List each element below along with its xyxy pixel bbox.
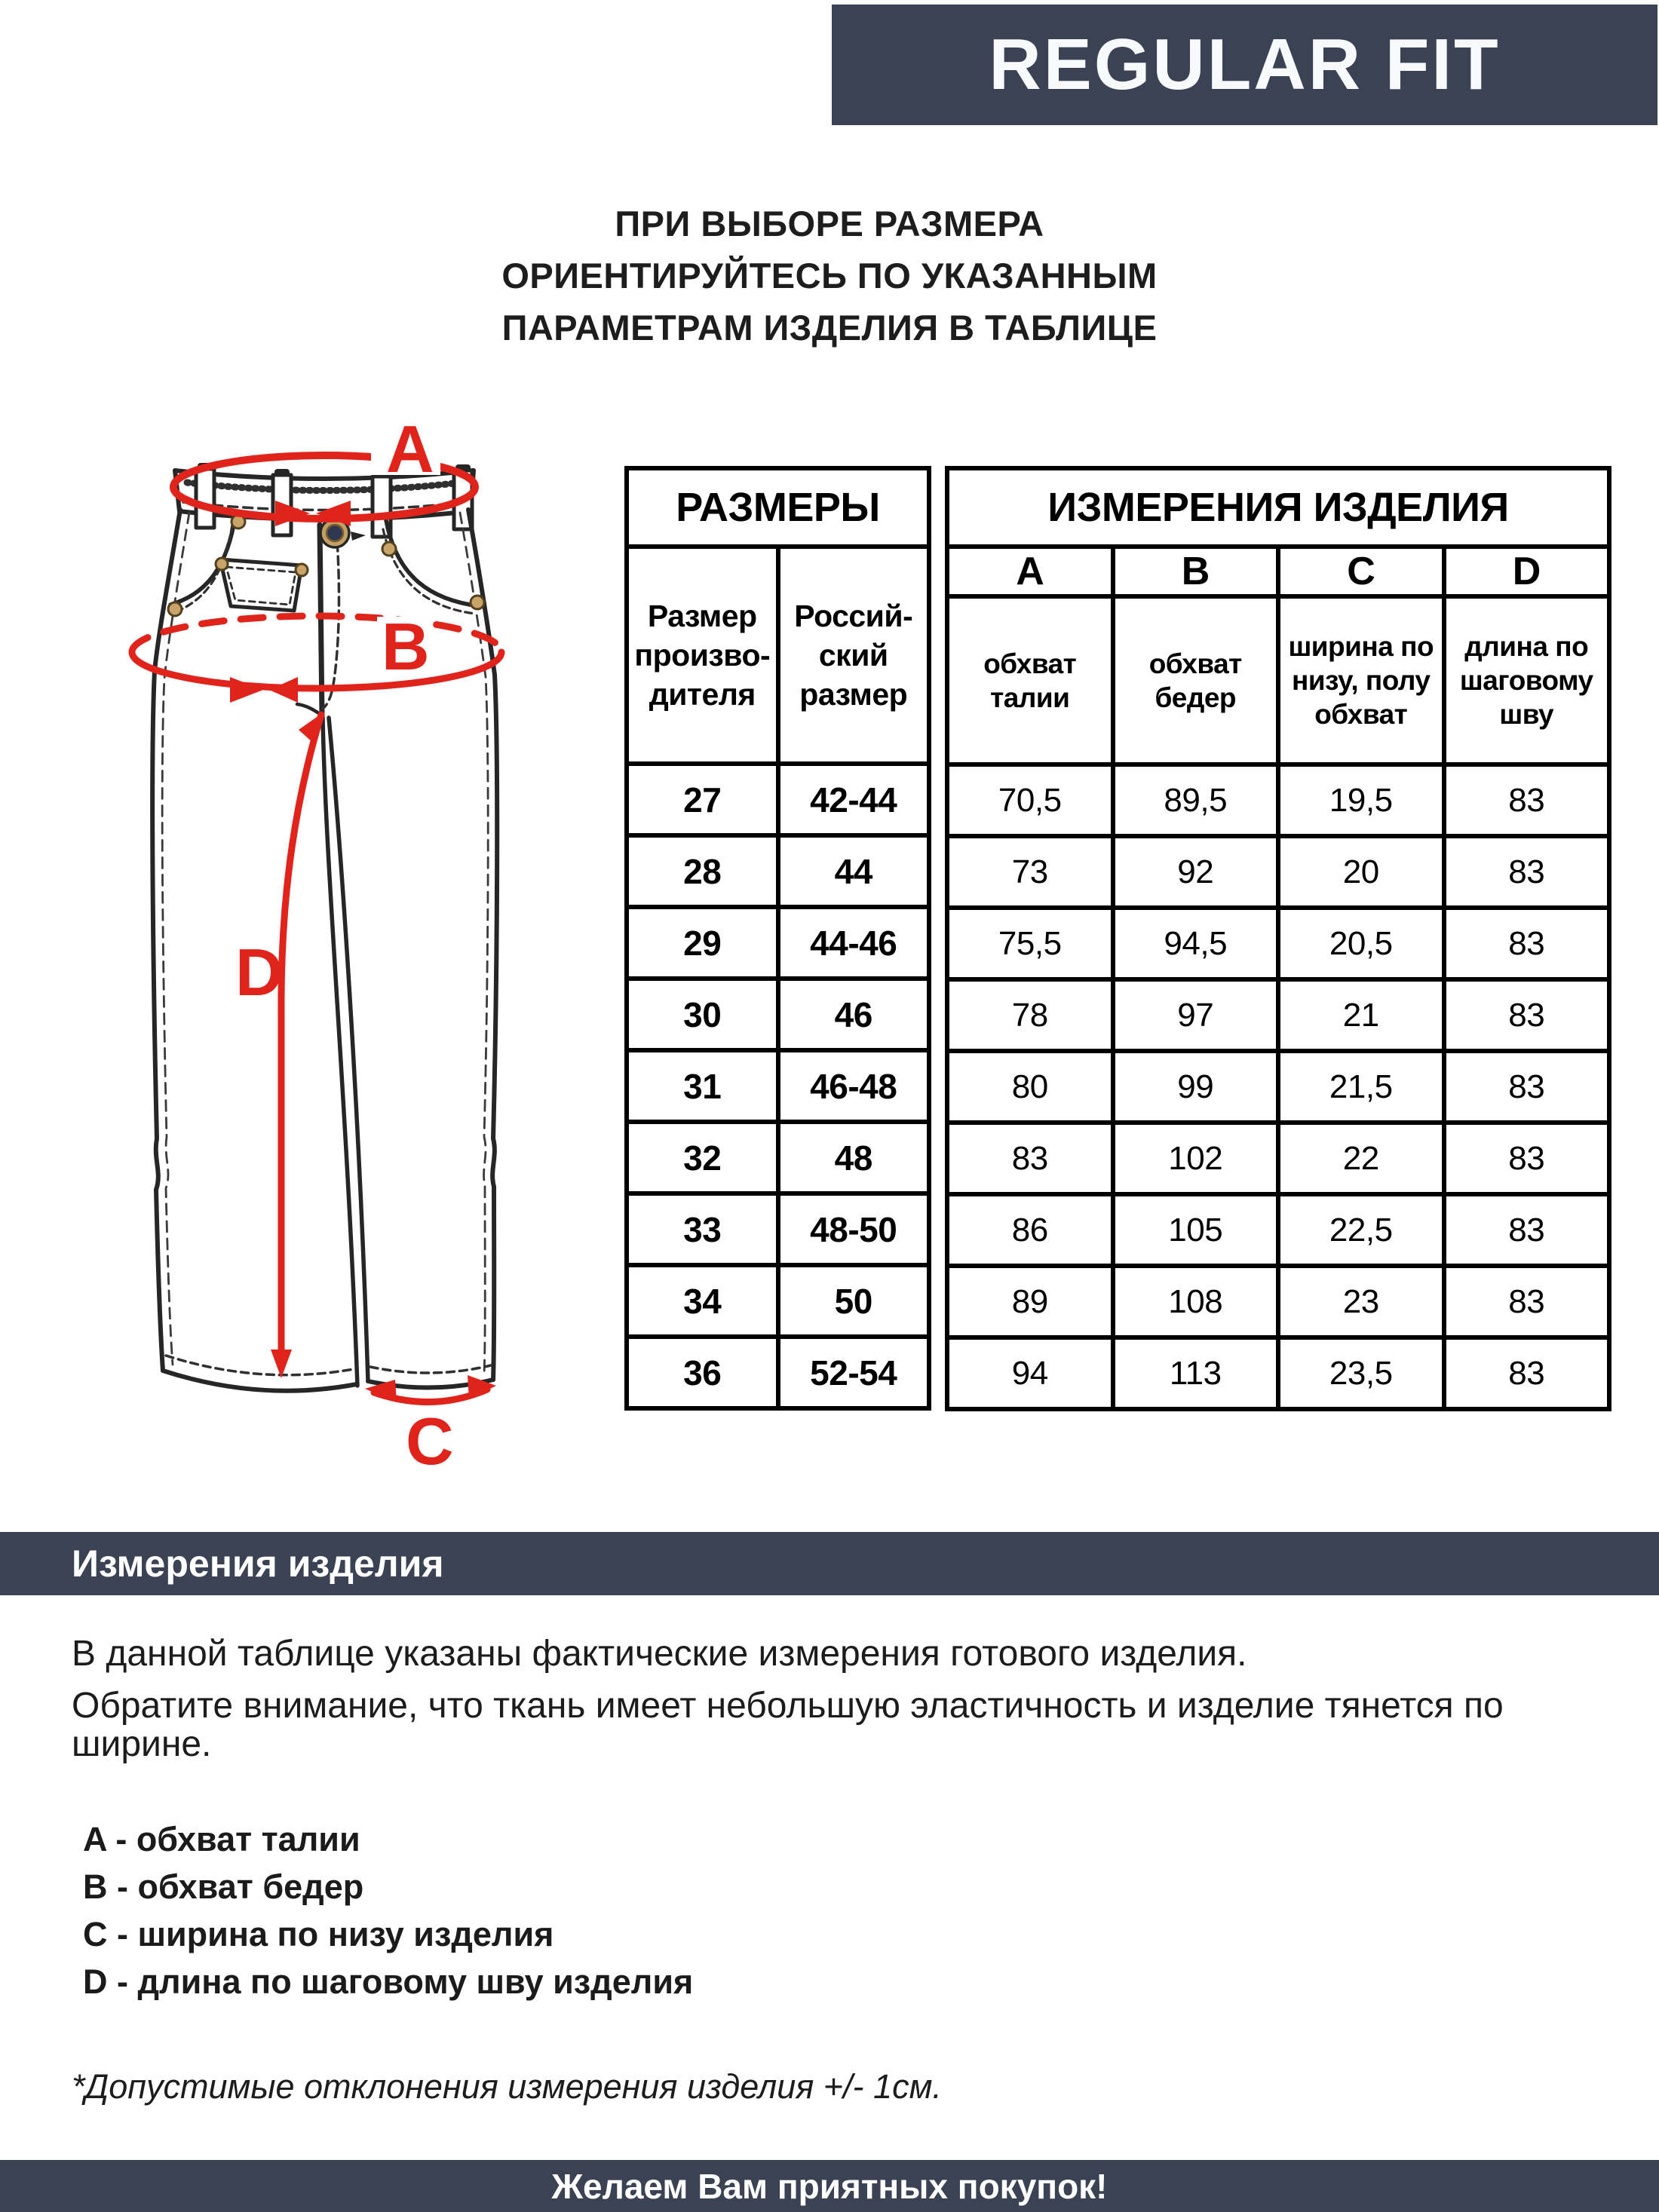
table-row <box>947 1123 1609 1194</box>
cell-producer: 33 <box>627 1193 778 1265</box>
cell-russian: 46 <box>778 979 930 1050</box>
cell-producer: 29 <box>627 907 778 979</box>
cell-a: 86 <box>947 1194 1113 1266</box>
cell-russian: 44 <box>778 835 930 907</box>
cell-b: 97 <box>1113 979 1279 1051</box>
cell-producer: 36 <box>627 1337 778 1408</box>
legend-item: B - обхват бедер <box>83 1867 364 1906</box>
table-row <box>947 836 1609 908</box>
intro-heading <box>0 198 1659 354</box>
measurements-table-title: ИЗМЕРЕНИЯ ИЗДЕЛИЯ <box>947 468 1609 547</box>
table-row <box>947 764 1609 836</box>
right-side-stitch <box>460 513 488 1375</box>
table-row <box>947 1266 1609 1337</box>
cell-d: 83 <box>1444 1266 1610 1337</box>
cell-a: 80 <box>947 1051 1113 1123</box>
producer-size-header: Размер произво- дителя <box>627 547 778 764</box>
inseam-measure-line <box>281 715 321 1356</box>
cell-a: 73 <box>947 836 1113 908</box>
cell-c: 23,5 <box>1278 1337 1444 1409</box>
copy-paragraph-1: В данной таблице указаны фактические измерения готового изделия. <box>72 1634 1247 1674</box>
measure-description-row <box>947 596 1609 764</box>
cell-b: 92 <box>1113 836 1279 908</box>
cell-producer: 31 <box>627 1050 778 1122</box>
table-row <box>627 1337 929 1408</box>
cell-producer: 32 <box>627 1122 778 1193</box>
table-row <box>627 1193 929 1265</box>
left-hem-stitch <box>166 1356 354 1375</box>
cell-a: 78 <box>947 979 1113 1051</box>
cell-c: 19,5 <box>1278 764 1444 836</box>
label-a: A <box>386 422 434 486</box>
table-row <box>947 1337 1609 1409</box>
letter-a-header: A <box>947 547 1113 596</box>
cell-b: 113 <box>1113 1337 1279 1409</box>
table-row <box>947 1051 1609 1123</box>
label-d: D <box>235 935 284 1009</box>
cell-c: 22,5 <box>1278 1194 1444 1266</box>
cell-russian: 46-48 <box>778 1050 930 1122</box>
left-side-stitch <box>162 513 189 1365</box>
cell-russian: 48 <box>778 1122 930 1193</box>
footer-banner <box>0 2160 1659 2212</box>
cell-d: 83 <box>1444 1123 1610 1194</box>
cell-producer: 28 <box>627 835 778 907</box>
table-row <box>627 764 929 835</box>
table-row <box>627 835 929 907</box>
cell-a: 89 <box>947 1266 1113 1337</box>
cell-c: 23 <box>1278 1266 1444 1337</box>
inseam-length-header: длина по шаговому шву <box>1444 596 1610 764</box>
cell-c: 20,5 <box>1278 908 1444 979</box>
cell-a: 70,5 <box>947 764 1113 836</box>
measure-legend <box>83 1815 693 2005</box>
right-hem-stitch <box>370 1365 491 1373</box>
cell-a: 83 <box>947 1123 1113 1194</box>
cell-b: 108 <box>1113 1266 1279 1337</box>
russian-size-header: Россий- ский размер <box>778 547 930 764</box>
table-row <box>947 908 1609 979</box>
copy-paragraph-2: Обратите внимание, что ткань имеет небольшую эластичность и изделие тянется по ширине. <box>72 1686 1504 1764</box>
intro-heading-line1: ПРИ ВЫБОРЕ РАЗМЕРА <box>615 204 1044 244</box>
measurements-copy <box>72 1634 1576 1763</box>
legend-item: D - длина по шаговому шву изделия <box>83 1962 694 2001</box>
fit-banner <box>832 5 1657 125</box>
table-row <box>627 1265 929 1337</box>
fit-banner-label: REGULAR FIT <box>989 24 1501 105</box>
cell-producer: 27 <box>627 764 778 835</box>
footer-message: Желаем Вам приятных покупок! <box>551 2166 1108 2206</box>
cell-b: 99 <box>1113 1051 1279 1123</box>
jeans-button-center <box>327 525 343 541</box>
cell-producer: 30 <box>627 979 778 1050</box>
waist-girth-header: обхват талии <box>947 596 1113 764</box>
jeans-diagram <box>60 422 618 1478</box>
cell-d: 83 <box>1444 979 1610 1051</box>
cell-d: 83 <box>1444 764 1610 836</box>
hem-width-header: ширина по низу, полу обхват <box>1278 596 1444 764</box>
button-tab <box>351 532 366 541</box>
cell-c: 20 <box>1278 836 1444 908</box>
hip-arrow-left <box>230 677 263 703</box>
hip-ellipse-dashed <box>132 616 501 652</box>
cell-d: 83 <box>1444 1337 1610 1409</box>
cell-russian: 48-50 <box>778 1193 930 1265</box>
cell-russian: 42-44 <box>778 764 930 835</box>
cell-b: 89,5 <box>1113 764 1279 836</box>
table-row <box>627 1122 929 1193</box>
cell-d: 83 <box>1444 1194 1610 1266</box>
legend-item: C - ширина по низу изделия <box>83 1915 554 1953</box>
cell-russian: 52-54 <box>778 1337 930 1408</box>
cell-b: 102 <box>1113 1123 1279 1194</box>
legend-item: A - обхват талии <box>83 1820 360 1858</box>
intro-heading-line2: ОРИЕНТИРУЙТЕСЬ ПО УКАЗАННЫМ <box>501 256 1158 296</box>
sizes-table <box>624 466 931 1411</box>
measurements-section-bar <box>0 1532 1659 1595</box>
sizes-table-title: РАЗМЕРЫ <box>627 468 929 547</box>
letter-b-header: B <box>1113 547 1279 596</box>
sizes-table-body <box>627 764 929 1408</box>
sizes-table-header-row <box>627 547 929 764</box>
intro-heading-line3: ПАРАМЕТРАМ ИЗДЕЛИЯ В ТАБЛИЦЕ <box>501 308 1158 348</box>
measurements-table-body <box>947 764 1609 1409</box>
cell-b: 105 <box>1113 1194 1279 1266</box>
table-row <box>947 979 1609 1051</box>
cell-c: 21 <box>1278 979 1444 1051</box>
measurements-section-title: Измерения изделия <box>72 1543 444 1585</box>
cell-d: 83 <box>1444 908 1610 979</box>
table-row <box>627 979 929 1050</box>
label-b: B <box>382 609 430 684</box>
letter-d-header: D <box>1444 547 1610 596</box>
sizes-table-title-row <box>627 468 929 547</box>
tolerance-note: *Допустимые отклонения измерения изделия +/- 1см. <box>72 2067 942 2106</box>
hip-ellipse-solid <box>132 652 501 688</box>
hip-girth-header: обхват бедер <box>1113 596 1279 764</box>
table-row <box>947 1194 1609 1266</box>
table-row <box>627 1050 929 1122</box>
hip-arrow-right <box>269 677 298 703</box>
right-inseam <box>329 718 368 1381</box>
cell-b: 94,5 <box>1113 908 1279 979</box>
cell-producer: 34 <box>627 1265 778 1337</box>
cell-a: 75,5 <box>947 908 1113 979</box>
cell-c: 22 <box>1278 1123 1444 1194</box>
table-row <box>627 907 929 979</box>
measurements-table <box>945 466 1611 1411</box>
label-c: C <box>406 1404 454 1478</box>
measure-letter-row <box>947 547 1609 596</box>
cell-c: 21,5 <box>1278 1051 1444 1123</box>
cell-russian: 44-46 <box>778 907 930 979</box>
cell-d: 83 <box>1444 836 1610 908</box>
measurements-table-title-row <box>947 468 1609 547</box>
cell-russian: 50 <box>778 1265 930 1337</box>
letter-c-header: C <box>1278 547 1444 596</box>
right-pocket-curve <box>386 520 480 606</box>
cell-a: 94 <box>947 1337 1113 1409</box>
cell-d: 83 <box>1444 1051 1610 1123</box>
